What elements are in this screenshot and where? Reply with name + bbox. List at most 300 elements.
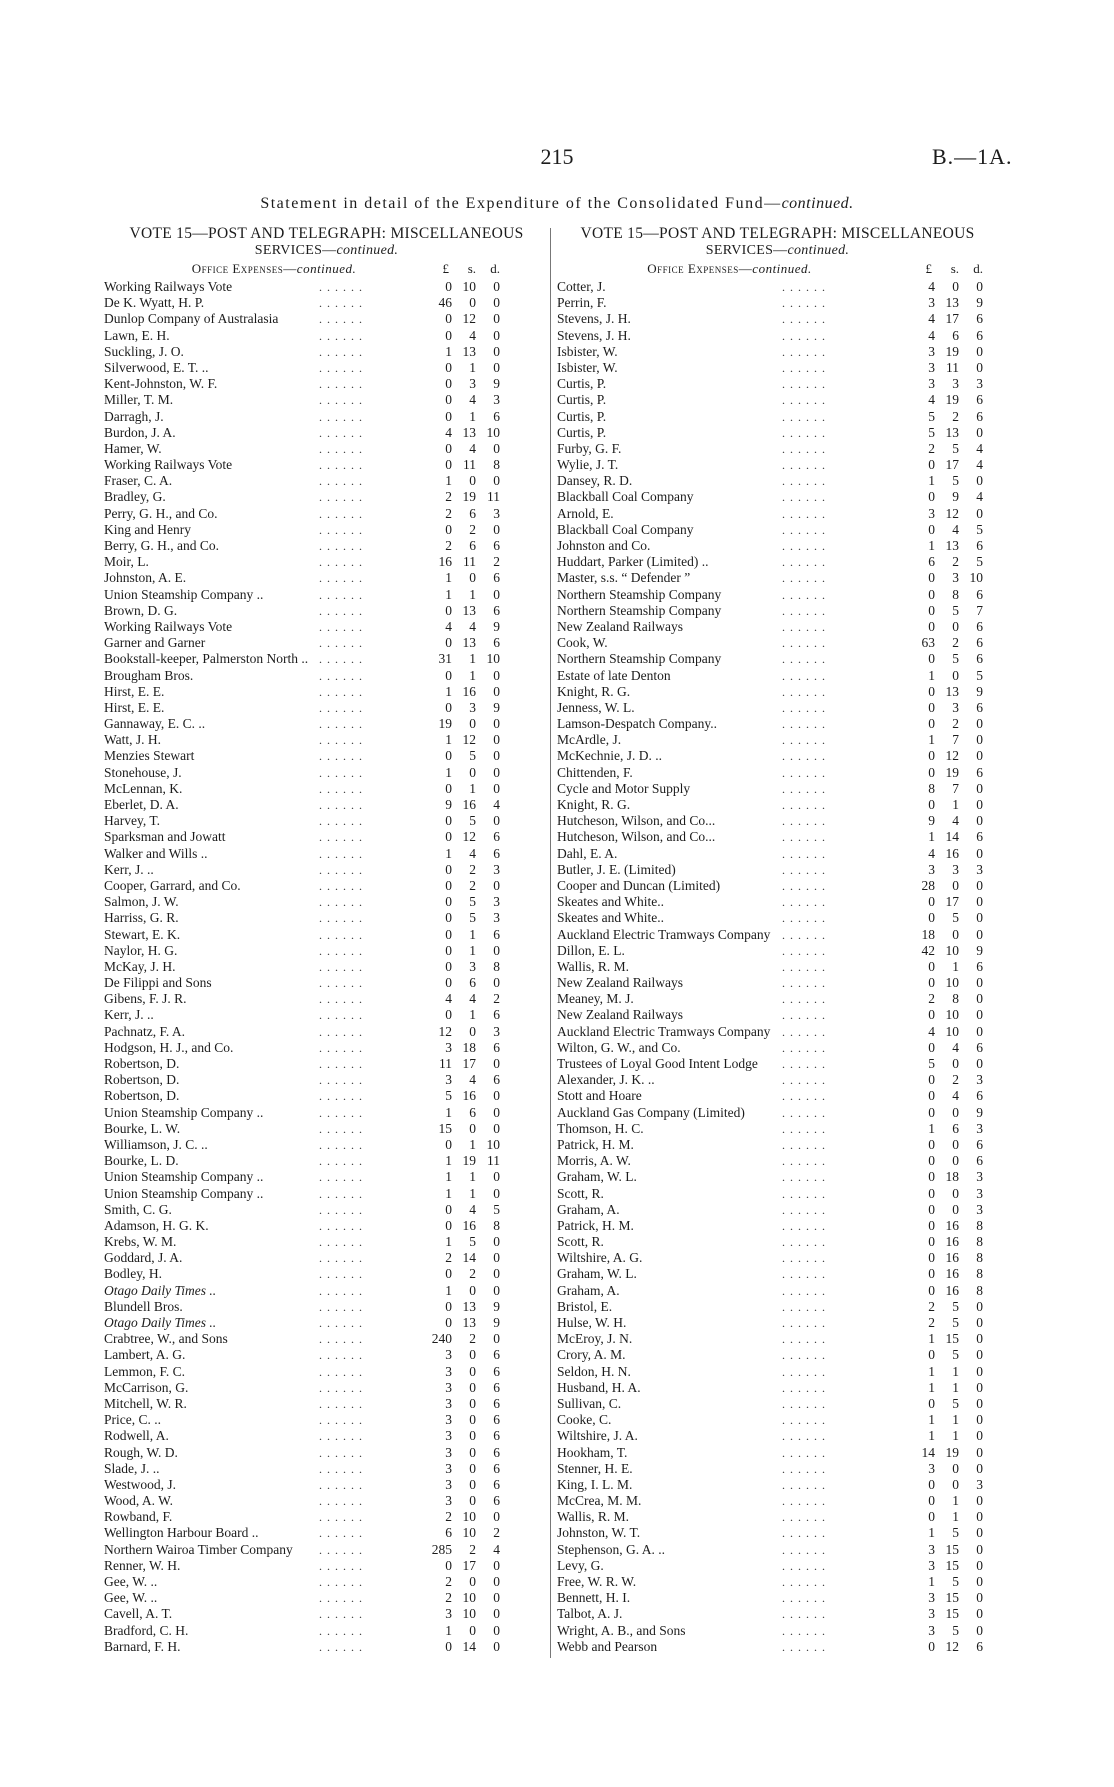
pounds-value: 1 <box>445 683 452 699</box>
payee-name: McCarrison, G. <box>104 1379 189 1395</box>
pounds-value: 63 <box>921 635 935 651</box>
expense-row <box>557 829 998 845</box>
pence-value: 0 <box>493 764 500 780</box>
expense-row <box>104 1542 549 1558</box>
vote-subtitle: SERVICES—continued. <box>254 243 399 258</box>
shillings-value: 4 <box>952 521 959 537</box>
expense-row <box>104 409 549 425</box>
leader-dots: . . . . . . <box>782 911 826 926</box>
pounds-value: 0 <box>928 1493 935 1509</box>
pounds-value: 3 <box>445 1493 452 1509</box>
expense-row <box>557 1169 998 1185</box>
payee-name: Bradley, G. <box>104 489 166 505</box>
leader-dots: . . . . . . <box>319 1623 363 1638</box>
pounds-value: 3 <box>445 1476 452 1492</box>
shillings-value: 17 <box>462 1056 476 1071</box>
leader-dots: . . . . . . <box>782 1170 826 1185</box>
expense-row <box>104 959 549 975</box>
shillings-value: 0 <box>469 1282 476 1298</box>
leader-dots: . . . . . . <box>319 1591 363 1606</box>
leader-dots: . . . . . . <box>319 1154 363 1169</box>
pence-value: 8 <box>976 1250 983 1266</box>
pence-value: 0 <box>976 1379 983 1395</box>
expense-row <box>104 1040 549 1056</box>
shillings-value: 2 <box>469 1331 476 1347</box>
expense-row <box>557 360 998 376</box>
expense-row <box>557 1477 998 1493</box>
pence-value: 0 <box>493 295 500 311</box>
payee-name: Williamson, J. C. .. <box>104 1136 208 1152</box>
payee-name: Curtis, P. <box>557 376 607 392</box>
payee-name: Otago Daily Times .. <box>104 1282 217 1298</box>
expense-row <box>557 1558 998 1574</box>
leader-dots: . . . . . . <box>319 1202 363 1217</box>
pence-value: 9 <box>493 618 500 634</box>
leader-dots: . . . . . . <box>782 344 826 359</box>
expense-row <box>557 1024 998 1040</box>
expense-row <box>104 1266 549 1282</box>
shillings-value: 0 <box>952 279 959 294</box>
leader-dots: . . . . . . <box>782 1154 826 1169</box>
leader-dots: . . . . . . <box>782 555 826 570</box>
pence-value: 0 <box>493 780 500 796</box>
payee-name: Cook, W. <box>557 635 608 651</box>
payee-name: Northern Steamship Company <box>557 602 722 618</box>
pence-value: 0 <box>976 1331 983 1347</box>
shillings-value: 0 <box>469 1460 476 1476</box>
payee-name: Cotter, J. <box>557 279 606 294</box>
leader-dots: . . . . . . <box>782 749 826 764</box>
shillings-value: 5 <box>469 813 476 829</box>
leader-dots: . . . . . . <box>319 700 363 715</box>
expense-row <box>104 668 549 684</box>
shillings-value: 16 <box>945 845 959 861</box>
leader-dots: . . . . . . <box>319 911 363 926</box>
pence-value: 0 <box>493 667 500 683</box>
pence-value: 0 <box>976 1298 983 1314</box>
expense-row <box>104 878 549 894</box>
payee-name: Wylie, J. T. <box>557 457 619 473</box>
pounds-value: 0 <box>445 376 452 392</box>
payee-name: Silverwood, E. T. .. <box>104 359 209 375</box>
expense-row <box>557 538 998 554</box>
leader-dots: . . . . . . <box>319 1429 363 1444</box>
pence-value: 0 <box>976 279 983 294</box>
expense-row <box>557 376 998 392</box>
shillings-value: 5 <box>952 1347 959 1363</box>
shillings-value: 19 <box>945 1444 959 1460</box>
pounds-value: 4 <box>928 1023 935 1039</box>
leader-dots: . . . . . . <box>782 1607 826 1622</box>
shillings-value: 4 <box>469 1201 476 1217</box>
expense-row <box>557 651 998 667</box>
leader-dots: . . . . . . <box>319 1332 363 1347</box>
leader-dots: . . . . . . <box>782 765 826 780</box>
expense-row <box>557 1266 998 1282</box>
pence-value: 0 <box>493 1638 500 1654</box>
expense-row <box>104 1493 549 1509</box>
leader-dots: . . . . . . <box>782 1089 826 1104</box>
payee-name: McCrea, M. M. <box>557 1493 642 1509</box>
shillings-value: 13 <box>462 602 476 618</box>
pounds-value: 0 <box>445 877 452 893</box>
expense-row <box>104 311 549 327</box>
shillings-value: 4 <box>469 440 476 456</box>
pence-value: 5 <box>976 554 983 570</box>
pence-value: 9 <box>493 699 500 715</box>
pounds-value: 5 <box>928 1056 935 1071</box>
pounds-value: 3 <box>445 1428 452 1444</box>
leader-dots: . . . . . . <box>319 1639 363 1654</box>
leader-dots: . . . . . . <box>319 1186 363 1201</box>
leader-dots: . . . . . . <box>319 814 363 829</box>
expense-row <box>557 1088 998 1104</box>
pence-value: 6 <box>493 602 500 618</box>
leader-dots: . . . . . . <box>782 846 826 861</box>
payee-name: Cooper and Duncan (Limited) <box>557 877 721 893</box>
expense-row <box>557 619 998 635</box>
pounds-value: 2 <box>928 1298 935 1314</box>
expense-row <box>557 943 998 959</box>
pounds-value: 1 <box>445 343 452 359</box>
leader-dots: . . . . . . <box>782 1364 826 1379</box>
payee-name: Scott, R. <box>557 1234 604 1250</box>
shillings-value: 12 <box>945 505 959 521</box>
pounds-value: 3 <box>928 1590 935 1606</box>
pounds-value: 2 <box>445 1509 452 1525</box>
pence-value: 0 <box>976 1363 983 1379</box>
payee-name: Northern Steamship Company <box>557 586 722 602</box>
pounds-value: 1 <box>928 1428 935 1444</box>
leader-dots: . . . . . . <box>782 1251 826 1266</box>
pounds-value: 3 <box>928 343 935 359</box>
pounds-value: 0 <box>445 861 452 877</box>
payee-name: Knight, R. G. <box>557 797 631 812</box>
payee-name: Blundell Bros. <box>104 1298 183 1314</box>
shillings-value: 6 <box>469 538 476 553</box>
pence-value: 7 <box>976 602 983 618</box>
pence-value: 0 <box>493 683 500 699</box>
shillings-value: 13 <box>462 343 476 359</box>
pounds-value: 0 <box>928 521 935 537</box>
leader-dots: . . . . . . <box>782 1218 826 1233</box>
pence-value: 6 <box>493 1347 500 1363</box>
payee-name: Gee, W. .. <box>104 1574 158 1589</box>
leader-dots: . . . . . . <box>782 490 826 505</box>
expense-row <box>104 1202 549 1218</box>
expense-row <box>104 1007 549 1023</box>
expense-row <box>104 376 549 392</box>
leader-dots: . . . . . . <box>319 749 363 764</box>
pence-value: 0 <box>976 1509 983 1525</box>
pounds-value: 0 <box>928 1039 935 1055</box>
expense-row <box>557 1542 998 1558</box>
expense-row <box>104 1299 549 1315</box>
expense-row <box>104 1347 549 1363</box>
leader-dots: . . . . . . <box>319 878 363 893</box>
leader-dots: . . . . . . <box>782 700 826 715</box>
pounds-value: 0 <box>445 1007 452 1023</box>
payee-name: Auckland Electric Tramways Company <box>557 926 771 942</box>
pence-value: 0 <box>976 473 983 489</box>
payee-name: Wiltshire, J. A. <box>557 1428 638 1444</box>
pence-value: 0 <box>976 845 983 861</box>
pence-value: 0 <box>976 1444 983 1460</box>
pounds-value: 0 <box>445 975 452 991</box>
leader-dots: . . . . . . <box>782 458 826 473</box>
payee-name: Gee, W. .. <box>104 1590 158 1606</box>
pence-value: 6 <box>493 408 500 424</box>
shillings-value: 10 <box>945 942 959 958</box>
expense-row <box>104 862 549 878</box>
shillings-value: 0 <box>469 1493 476 1509</box>
payee-name: Bennett, H. I. <box>557 1590 631 1606</box>
shillings-value: 12 <box>462 732 476 748</box>
shillings-value: 1 <box>469 651 476 667</box>
expense-row <box>557 927 998 943</box>
pounds-value: 3 <box>928 359 935 375</box>
expense-row <box>557 1364 998 1380</box>
leader-dots: . . . . . . <box>782 1396 826 1411</box>
expense-row <box>557 1250 998 1266</box>
payee-name: Eberlet, D. A. <box>104 797 179 812</box>
pounds-value: 0 <box>445 1638 452 1654</box>
pence-value: 0 <box>493 942 500 958</box>
pence-value: 3 <box>493 505 500 521</box>
shillings-value: 13 <box>462 1298 476 1314</box>
shillings-value: 5 <box>952 1298 959 1314</box>
pence-value: 0 <box>976 1541 983 1557</box>
payee-name: Jenness, W. L. <box>557 699 635 715</box>
pence-value: 0 <box>976 1493 983 1509</box>
payee-name: Robertson, D. <box>104 1088 180 1104</box>
payee-name: Estate of late Denton <box>557 667 671 683</box>
payee-name: Perrin, F. <box>557 295 607 311</box>
pence-value: 0 <box>976 991 983 1007</box>
pence-value: 0 <box>976 1622 983 1638</box>
pounds-value: 0 <box>445 894 452 910</box>
pounds-value: 2 <box>445 538 452 553</box>
pounds-value: 3 <box>928 1622 935 1638</box>
pounds-value: 0 <box>445 829 452 845</box>
payee-name: Trustees of Loyal Good Intent Lodge <box>557 1056 758 1071</box>
shillings-value: 0 <box>469 1428 476 1444</box>
payee-name: Husband, H. A. <box>557 1379 641 1395</box>
leader-dots: . . . . . . <box>319 1283 363 1298</box>
shillings-value: 14 <box>462 1638 476 1654</box>
expense-row <box>557 457 998 473</box>
pence-value: 0 <box>976 1315 983 1330</box>
payee-name: Burdon, J. A. <box>104 424 176 440</box>
expense-row <box>104 1525 549 1541</box>
payee-name: Stevens, J. H. <box>557 311 631 327</box>
expense-row <box>104 441 549 457</box>
pence-value: 9 <box>976 683 983 699</box>
shillings-value: 1 <box>952 1412 959 1428</box>
pounds-value: 0 <box>928 894 935 910</box>
pence-value: 0 <box>493 1574 500 1589</box>
pounds-value: 0 <box>928 1088 935 1104</box>
pence-value: 0 <box>976 343 983 359</box>
leader-dots: . . . . . . <box>319 1267 363 1282</box>
pounds-value: 1 <box>445 732 452 748</box>
shillings-value: 6 <box>952 327 959 343</box>
expense-row <box>104 1428 549 1444</box>
payee-name: Bourke, L. W. <box>104 1120 181 1136</box>
leader-dots: . . . . . . <box>319 1558 363 1573</box>
expense-row <box>557 1218 998 1234</box>
leader-dots: . . . . . . <box>782 1024 826 1039</box>
pence-value: 6 <box>493 635 500 651</box>
shillings-value: 0 <box>952 1460 959 1476</box>
shillings-header: s. <box>950 261 959 276</box>
pounds-value: 8 <box>928 780 935 796</box>
pounds-value: 1 <box>928 667 935 683</box>
payee-name: Dansey, R. D. <box>557 473 633 489</box>
expense-row <box>557 473 998 489</box>
pounds-value: 28 <box>921 877 935 893</box>
payee-name: Johnston, A. E. <box>104 570 187 586</box>
expense-row <box>557 1590 998 1606</box>
expense-row <box>557 797 998 813</box>
payee-name: Garner and Garner <box>104 635 206 651</box>
payee-name: Johnston, W. T. <box>557 1525 641 1541</box>
shillings-value: 1 <box>952 958 959 974</box>
pounds-value: 4 <box>445 424 452 440</box>
expense-row <box>104 328 549 344</box>
pounds-value: 6 <box>445 1525 452 1541</box>
expense-row <box>557 1056 998 1072</box>
pence-value: 10 <box>969 570 983 586</box>
shillings-value: 11 <box>463 457 476 473</box>
expense-row <box>557 894 998 910</box>
shillings-value: 6 <box>952 1120 959 1136</box>
expense-row <box>104 554 549 570</box>
pounds-value: 0 <box>928 1136 935 1152</box>
leader-dots: . . . . . . <box>319 1170 363 1185</box>
shillings-value: 18 <box>462 1039 476 1055</box>
payee-name: Price, C. .. <box>104 1412 161 1428</box>
statement-text: Statement in detail of the Expenditure of the Consolidated Fund— <box>260 195 782 212</box>
pence-value: 6 <box>493 926 500 942</box>
shillings-value: 16 <box>462 683 476 699</box>
shillings-value: 16 <box>945 1266 959 1282</box>
leader-dots: . . . . . . <box>782 1008 826 1023</box>
pounds-value: 0 <box>928 1509 935 1525</box>
payee-name: McKechnie, J. D. .. <box>557 748 662 764</box>
expense-row <box>104 829 549 845</box>
expense-row <box>557 1606 998 1622</box>
payee-name: Crory, A. M. <box>557 1347 626 1363</box>
pence-value: 8 <box>976 1266 983 1282</box>
pence-value: 6 <box>976 699 983 715</box>
leader-dots: . . . . . . <box>782 1057 826 1071</box>
payee-name: New Zealand Railways <box>557 618 683 634</box>
pence-value: 5 <box>976 667 983 683</box>
payee-name: Robertson, D. <box>104 1056 180 1071</box>
pence-value: 4 <box>976 489 983 505</box>
expense-row <box>104 587 549 603</box>
leader-dots: . . . . . . <box>782 280 826 294</box>
pence-value: 0 <box>976 748 983 764</box>
pence-value: 2 <box>493 554 500 570</box>
pence-value: 6 <box>493 1007 500 1023</box>
pence-value: 0 <box>493 1104 500 1120</box>
pounds-value: 0 <box>445 457 452 473</box>
expense-row <box>104 975 549 991</box>
expense-row <box>557 554 998 570</box>
pence-value: 0 <box>493 1606 500 1622</box>
pence-value: 0 <box>493 440 500 456</box>
leader-dots: . . . . . . <box>782 409 826 424</box>
pounds-value: 0 <box>928 1395 935 1411</box>
shillings-value: 13 <box>462 424 476 440</box>
shillings-value: 12 <box>945 748 959 764</box>
pounds-value: 0 <box>928 1250 935 1266</box>
payee-name: Cooke, C. <box>557 1412 612 1428</box>
pence-value: 6 <box>493 570 500 586</box>
pence-value: 8 <box>976 1234 983 1250</box>
pence-value: 6 <box>493 1460 500 1476</box>
expense-row <box>557 813 998 829</box>
leader-dots: . . . . . . <box>782 927 826 942</box>
pence-value: 3 <box>976 1120 983 1136</box>
expense-row <box>104 522 549 538</box>
pounds-value: 0 <box>928 1347 935 1363</box>
pounds-value: 4 <box>928 392 935 408</box>
leader-dots: . . . . . . <box>782 522 826 537</box>
pounds-value: 0 <box>445 780 452 796</box>
pounds-value: 0 <box>928 457 935 473</box>
pounds-value: 1 <box>445 1169 452 1185</box>
payee-name: Sparksman and Jowatt <box>104 829 226 845</box>
pence-value: 8 <box>493 958 500 974</box>
shillings-value: 16 <box>462 1088 476 1104</box>
leader-dots: . . . . . . <box>782 943 826 958</box>
shillings-value: 4 <box>469 618 476 634</box>
payee-name: De K. Wyatt, H. P. <box>104 295 205 311</box>
shillings-value: 0 <box>469 1444 476 1460</box>
pounds-value: 3 <box>445 1606 452 1622</box>
expense-row <box>557 1461 998 1477</box>
leader-dots: . . . . . . <box>782 1558 826 1573</box>
expense-row <box>557 1493 998 1509</box>
payee-name: Renner, W. H. <box>104 1557 181 1573</box>
pence-value: 3 <box>976 1185 983 1201</box>
pence-value: 2 <box>493 991 500 1007</box>
pence-value: 6 <box>976 538 983 553</box>
payee-name: Alexander, J. K. .. <box>557 1072 655 1088</box>
payee-name: Blackball Coal Company <box>557 521 694 537</box>
leader-dots: . . . . . . <box>782 603 826 618</box>
pounds-value: 0 <box>445 602 452 618</box>
pence-value: 10 <box>486 651 500 667</box>
shillings-value: 0 <box>952 1136 959 1152</box>
shillings-value: 16 <box>945 1217 959 1233</box>
shillings-value: 0 <box>469 570 476 586</box>
expense-row <box>557 1186 998 1202</box>
payee-name: Smith, C. G. <box>104 1201 172 1217</box>
shillings-value: 8 <box>952 991 959 1007</box>
pounds-value: 3 <box>445 1039 452 1055</box>
pence-value: 0 <box>493 716 500 732</box>
payee-name: Fraser, C. A. <box>104 473 173 489</box>
expense-row <box>557 1283 998 1299</box>
payee-name: Wiltshire, A. G. <box>557 1250 643 1266</box>
expense-row <box>104 1218 549 1234</box>
payee-name: Bodley, H. <box>104 1266 162 1282</box>
payee-name: Wright, A. B., and Sons <box>557 1622 686 1638</box>
